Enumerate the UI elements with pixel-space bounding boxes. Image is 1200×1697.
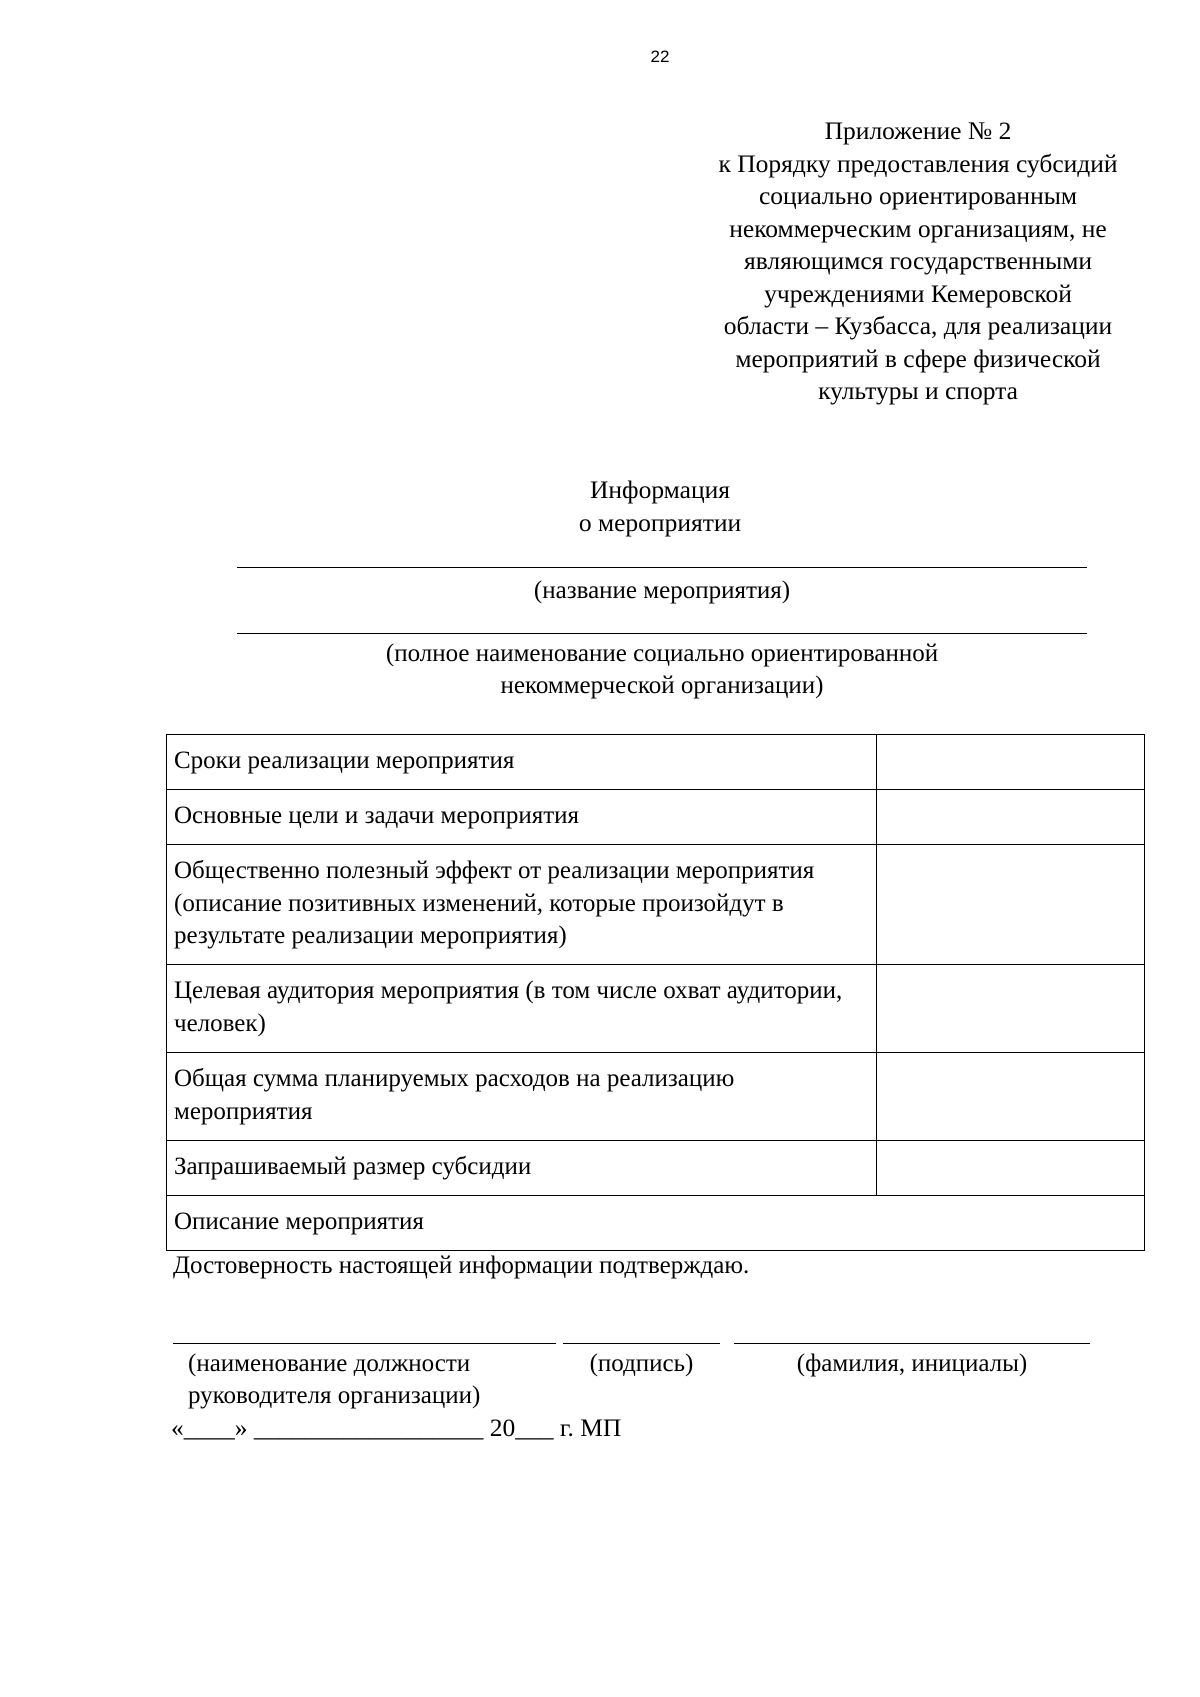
position-field-line[interactable] [173,1343,556,1344]
confirmation-text: Достоверность настоящей информации подтверждаю. [173,1252,750,1279]
appendix-line: являющимся государственными [743,246,1093,275]
signature-caption: (подпись) [589,1350,694,1377]
event-name-caption: (название мероприятия) [533,577,791,604]
row-value-effect[interactable] [876,845,1144,965]
position-caption-line: руководителя организации) [188,1382,481,1409]
table-row [167,790,1145,845]
name-field-line[interactable] [734,1343,1090,1344]
name-caption: (фамилия, инициалы) [796,1350,1028,1377]
appendix-line: культуры и спорта [818,376,1018,405]
row-value-audience[interactable] [876,965,1144,1053]
row-label-description[interactable]: Описание мероприятия [167,1196,1145,1251]
table-row [167,1053,1145,1141]
appendix-line: социально ориентированным [758,181,1077,210]
table-row [167,735,1145,790]
row-value-dates[interactable] [876,735,1144,790]
event-info-table [166,734,1145,1251]
org-name-field-line[interactable] [237,633,1087,634]
row-value-subsidy[interactable] [876,1141,1144,1196]
row-label-dates: Сроки реализации мероприятия [167,735,877,790]
row-label-expenses: Общая сумма планируемых расходов на реализацию мероприятия [167,1053,877,1141]
row-value-expenses[interactable] [876,1053,1144,1141]
appendix-line: к Порядку предоставления субсидий [718,148,1118,178]
appendix-line: области – Кузбасса, для реализации [723,311,1113,340]
row-label-subsidy: Запрашиваемый размер субсидии [167,1141,877,1196]
document-title [460,473,860,539]
date-stamp-line[interactable]: «____» __________________ 20___ г. МП [171,1413,622,1442]
row-label-effect: Общественно полезный эффект от реализации мероприятия (описание позитивных изменений, которые произойдут в результате реализации мероприятия) [167,845,877,965]
appendix-line: учреждениями Кемеровской [764,278,1072,308]
row-label-goals: Основные цели и задачи мероприятия [167,790,877,845]
appendix-line: Приложение № 2 [824,116,1012,145]
page-number: 22 [650,47,670,66]
event-name-field-line[interactable] [237,567,1087,568]
appendix-header [678,115,1158,408]
position-caption-line: (наименование должности [188,1350,471,1377]
appendix-line: некоммерческим организациям, не [729,213,1107,243]
table-row [167,1196,1145,1251]
row-value-goals[interactable] [876,790,1144,845]
table-row [167,1141,1145,1196]
table-row [167,845,1145,965]
appendix-line: мероприятий в сфере физической [735,343,1101,373]
row-label-audience: Целевая аудитория мероприятия (в том числе охват аудитории, человек) [167,965,877,1053]
subtitle-line: о мероприятии [578,508,742,537]
org-name-caption [237,638,1087,702]
org-name-caption-line: некоммерческой организации) [500,672,824,699]
table-row [167,965,1145,1053]
org-name-caption-line: (полное наименование социально ориентированной [385,640,939,667]
signature-field-line[interactable] [563,1343,720,1344]
title-line: Информация [589,475,730,504]
position-caption [188,1348,558,1412]
